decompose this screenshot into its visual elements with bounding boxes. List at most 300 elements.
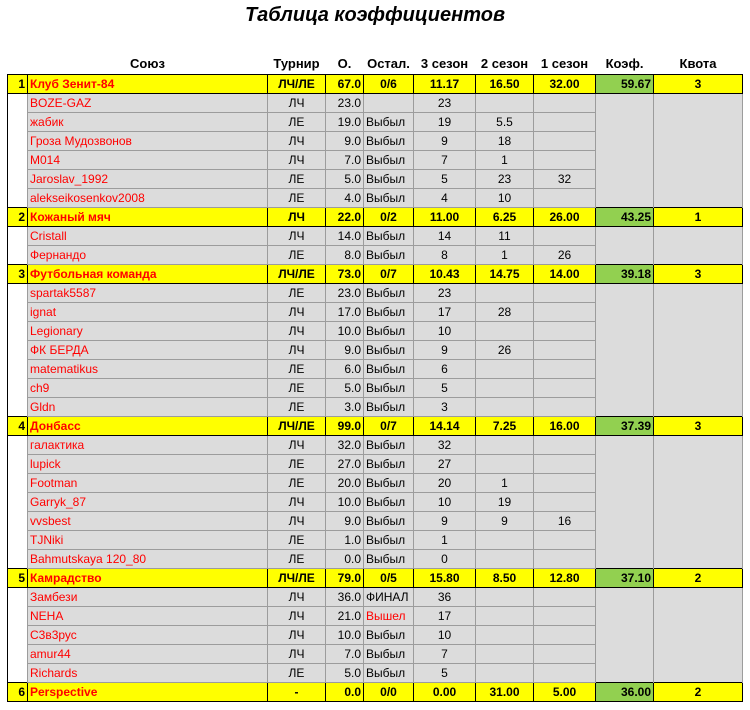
player-season1: 16 (534, 511, 596, 530)
player-name: Garryk_87 (28, 492, 268, 511)
player-quota-spacer (654, 549, 743, 568)
player-name: TJNiki (28, 530, 268, 549)
team-quota: 3 (654, 264, 743, 283)
player-points: 23.0 (326, 93, 364, 112)
player-name: amur44 (28, 644, 268, 663)
player-row[interactable] (8, 131, 743, 150)
player-row[interactable] (8, 587, 743, 606)
player-season2 (476, 359, 534, 378)
player-points: 4.0 (326, 188, 364, 207)
player-quota-spacer (654, 473, 743, 492)
player-coef-spacer (596, 473, 654, 492)
player-rank-spacer (8, 245, 28, 264)
player-status: Выбыл (364, 283, 414, 302)
player-season2 (476, 644, 534, 663)
player-season3: 23 (414, 93, 476, 112)
header-quota: Квота (654, 54, 743, 74)
team-coef: 43.25 (596, 207, 654, 226)
player-quota-spacer (654, 644, 743, 663)
header-tournament: Турнир (268, 54, 326, 74)
team-tournament: ЛЧ (268, 207, 326, 226)
player-season2: 1 (476, 473, 534, 492)
player-quota-spacer (654, 226, 743, 245)
player-tournament: ЛЧ (268, 131, 326, 150)
team-season3: 15.80 (414, 568, 476, 587)
team-points: 0.0 (326, 682, 364, 701)
player-status: ФИНАЛ (364, 587, 414, 606)
player-season1 (534, 150, 596, 169)
player-rank-spacer (8, 359, 28, 378)
player-season2: 19 (476, 492, 534, 511)
player-season1 (534, 112, 596, 131)
player-name: Cristall (28, 226, 268, 245)
team-left: 0/0 (364, 682, 414, 701)
team-season3: 11.17 (414, 74, 476, 93)
player-season1 (534, 340, 596, 359)
player-season1: 26 (534, 245, 596, 264)
player-tournament: ЛЧ (268, 435, 326, 454)
player-rank-spacer (8, 188, 28, 207)
player-season1 (534, 473, 596, 492)
team-row[interactable] (8, 74, 743, 93)
player-row[interactable] (8, 606, 743, 625)
player-status: Выбыл (364, 530, 414, 549)
team-quota: 3 (654, 74, 743, 93)
player-quota-spacer (654, 511, 743, 530)
team-points: 99.0 (326, 416, 364, 435)
team-name: Донбасс (28, 416, 268, 435)
player-tournament: ЛЕ (268, 530, 326, 549)
player-season1: 32 (534, 169, 596, 188)
team-season1: 16.00 (534, 416, 596, 435)
team-name: Клуб Зенит-84 (28, 74, 268, 93)
team-points: 22.0 (326, 207, 364, 226)
player-season1 (534, 549, 596, 568)
player-coef-spacer (596, 397, 654, 416)
player-season1 (534, 492, 596, 511)
player-season1 (534, 378, 596, 397)
player-row[interactable] (8, 226, 743, 245)
player-points: 23.0 (326, 283, 364, 302)
team-rank: 5 (8, 568, 28, 587)
team-points: 67.0 (326, 74, 364, 93)
player-quota-spacer (654, 625, 743, 644)
player-row[interactable] (8, 302, 743, 321)
player-quota-spacer (654, 435, 743, 454)
player-status: Выбыл (364, 226, 414, 245)
player-season3: 32 (414, 435, 476, 454)
header-union: Союз (28, 54, 268, 74)
player-season2: 5.5 (476, 112, 534, 131)
player-quota-spacer (654, 188, 743, 207)
player-coef-spacer (596, 226, 654, 245)
player-row[interactable] (8, 283, 743, 302)
player-tournament: ЛЧ (268, 587, 326, 606)
player-row[interactable] (8, 150, 743, 169)
player-rank-spacer (8, 454, 28, 473)
player-quota-spacer (654, 587, 743, 606)
player-season3: 9 (414, 131, 476, 150)
player-name: alekseikosenkov2008 (28, 188, 268, 207)
player-name: lupick (28, 454, 268, 473)
player-coef-spacer (596, 492, 654, 511)
player-status: Вышел (364, 606, 414, 625)
player-row[interactable] (8, 397, 743, 416)
player-row[interactable] (8, 188, 743, 207)
player-rank-spacer (8, 492, 28, 511)
player-quota-spacer (654, 606, 743, 625)
player-points: 9.0 (326, 131, 364, 150)
team-name: Perspective (28, 682, 268, 701)
player-rank-spacer (8, 606, 28, 625)
player-status: Выбыл (364, 359, 414, 378)
player-row[interactable] (8, 625, 743, 644)
player-season2: 9 (476, 511, 534, 530)
team-season3: 10.43 (414, 264, 476, 283)
player-season1 (534, 321, 596, 340)
player-coef-spacer (596, 378, 654, 397)
team-points: 73.0 (326, 264, 364, 283)
player-row[interactable] (8, 454, 743, 473)
player-coef-spacer (596, 454, 654, 473)
team-coef: 59.67 (596, 74, 654, 93)
player-name: Footman (28, 473, 268, 492)
player-season2: 1 (476, 245, 534, 264)
player-rank-spacer (8, 226, 28, 245)
player-quota-spacer (654, 397, 743, 416)
player-points: 36.0 (326, 587, 364, 606)
player-status: Выбыл (364, 245, 414, 264)
player-coef-spacer (596, 321, 654, 340)
header-season1: 1 сезон (534, 54, 596, 74)
player-coef-spacer (596, 549, 654, 568)
player-name: ignat (28, 302, 268, 321)
player-tournament: ЛЧ (268, 321, 326, 340)
player-tournament: ЛЧ (268, 226, 326, 245)
team-row[interactable] (8, 568, 743, 587)
player-rank-spacer (8, 587, 28, 606)
player-name: жабик (28, 112, 268, 131)
player-season1 (534, 587, 596, 606)
player-season3: 20 (414, 473, 476, 492)
player-points: 5.0 (326, 378, 364, 397)
player-tournament: ЛЕ (268, 397, 326, 416)
team-name: Футбольная команда (28, 264, 268, 283)
player-tournament: ЛЧ (268, 606, 326, 625)
player-season3: 5 (414, 378, 476, 397)
header-row (8, 54, 743, 74)
player-points: 1.0 (326, 530, 364, 549)
player-tournament: ЛЧ (268, 492, 326, 511)
team-row[interactable] (8, 416, 743, 435)
player-season2: 11 (476, 226, 534, 245)
player-name: vvsbest (28, 511, 268, 530)
player-season3: 9 (414, 340, 476, 359)
player-tournament: ЛЧ (268, 340, 326, 359)
player-quota-spacer (654, 454, 743, 473)
player-rank-spacer (8, 169, 28, 188)
player-points: 5.0 (326, 169, 364, 188)
player-tournament: ЛЕ (268, 359, 326, 378)
player-status: Выбыл (364, 644, 414, 663)
player-coef-spacer (596, 625, 654, 644)
player-points: 10.0 (326, 492, 364, 511)
player-season2 (476, 606, 534, 625)
player-rank-spacer (8, 663, 28, 682)
player-tournament: ЛЕ (268, 283, 326, 302)
player-status: Выбыл (364, 549, 414, 568)
header-coef: Коэф. (596, 54, 654, 74)
player-tournament: ЛЧ (268, 150, 326, 169)
player-status: Выбыл (364, 321, 414, 340)
player-season1 (534, 226, 596, 245)
player-season3: 7 (414, 150, 476, 169)
team-left: 0/7 (364, 264, 414, 283)
player-rank-spacer (8, 340, 28, 359)
player-rank-spacer (8, 131, 28, 150)
header-season3: 3 сезон (414, 54, 476, 74)
player-name: Legionary (28, 321, 268, 340)
player-rank-spacer (8, 93, 28, 112)
player-name: matematikus (28, 359, 268, 378)
player-coef-spacer (596, 283, 654, 302)
player-points: 9.0 (326, 340, 364, 359)
player-season1 (534, 663, 596, 682)
player-season2: 23 (476, 169, 534, 188)
player-tournament: ЛЧ (268, 302, 326, 321)
player-row[interactable] (8, 340, 743, 359)
player-season3: 10 (414, 321, 476, 340)
player-rank-spacer (8, 435, 28, 454)
team-quota: 2 (654, 568, 743, 587)
player-rank-spacer (8, 302, 28, 321)
player-quota-spacer (654, 131, 743, 150)
player-season2: 1 (476, 150, 534, 169)
coefficient-table (7, 54, 743, 702)
player-season3: 17 (414, 302, 476, 321)
player-row[interactable] (8, 359, 743, 378)
player-status: Выбыл (364, 492, 414, 511)
player-season1 (534, 93, 596, 112)
player-season3: 14 (414, 226, 476, 245)
player-quota-spacer (654, 321, 743, 340)
team-row[interactable] (8, 264, 743, 283)
player-row[interactable] (8, 435, 743, 454)
player-points: 8.0 (326, 245, 364, 264)
player-row[interactable] (8, 644, 743, 663)
player-rank-spacer (8, 473, 28, 492)
player-name: галактика (28, 435, 268, 454)
player-tournament: ЛЕ (268, 169, 326, 188)
player-row[interactable] (8, 378, 743, 397)
team-season1: 12.80 (534, 568, 596, 587)
player-rank-spacer (8, 644, 28, 663)
player-season3: 10 (414, 492, 476, 511)
team-row[interactable] (8, 207, 743, 226)
team-season1: 32.00 (534, 74, 596, 93)
player-points: 7.0 (326, 150, 364, 169)
player-status: Выбыл (364, 112, 414, 131)
player-row[interactable] (8, 549, 743, 568)
player-rank-spacer (8, 112, 28, 131)
team-tournament: ЛЧ/ЛЕ (268, 416, 326, 435)
player-name: Гроза Мудозвонов (28, 131, 268, 150)
player-season2 (476, 397, 534, 416)
player-tournament: ЛЕ (268, 549, 326, 568)
player-row[interactable] (8, 530, 743, 549)
team-left: 0/5 (364, 568, 414, 587)
player-rank-spacer (8, 511, 28, 530)
player-quota-spacer (654, 378, 743, 397)
player-coef-spacer (596, 245, 654, 264)
player-row[interactable] (8, 511, 743, 530)
player-quota-spacer (654, 283, 743, 302)
player-status: Выбыл (364, 473, 414, 492)
player-season3: 5 (414, 663, 476, 682)
player-name: C3в3рус (28, 625, 268, 644)
player-season1 (534, 302, 596, 321)
team-quota: 2 (654, 682, 743, 701)
player-rank-spacer (8, 625, 28, 644)
player-season3: 1 (414, 530, 476, 549)
player-points: 17.0 (326, 302, 364, 321)
player-season2 (476, 378, 534, 397)
player-status: Выбыл (364, 454, 414, 473)
player-coef-spacer (596, 663, 654, 682)
player-name: NEHA (28, 606, 268, 625)
player-points: 10.0 (326, 625, 364, 644)
player-coef-spacer (596, 131, 654, 150)
player-row[interactable] (8, 321, 743, 340)
player-season1 (534, 435, 596, 454)
player-row[interactable] (8, 169, 743, 188)
player-quota-spacer (654, 663, 743, 682)
team-season3: 0.00 (414, 682, 476, 701)
player-season1 (534, 131, 596, 150)
player-name: M014 (28, 150, 268, 169)
player-name: Bahmutskaya 120_80 (28, 549, 268, 568)
player-season1 (534, 625, 596, 644)
team-season3: 14.14 (414, 416, 476, 435)
player-name: Фернандо (28, 245, 268, 264)
player-tournament: ЛЕ (268, 245, 326, 264)
player-coef-spacer (596, 530, 654, 549)
player-status: Выбыл (364, 169, 414, 188)
player-coef-spacer (596, 511, 654, 530)
player-quota-spacer (654, 492, 743, 511)
player-season2 (476, 93, 534, 112)
player-row[interactable] (8, 245, 743, 264)
player-quota-spacer (654, 340, 743, 359)
player-rank-spacer (8, 530, 28, 549)
team-row[interactable] (8, 682, 743, 701)
player-status: Выбыл (364, 625, 414, 644)
player-season1 (534, 283, 596, 302)
player-season3: 27 (414, 454, 476, 473)
player-season3: 5 (414, 169, 476, 188)
player-points: 27.0 (326, 454, 364, 473)
player-status: Выбыл (364, 150, 414, 169)
player-season2 (476, 530, 534, 549)
header-rank (8, 54, 28, 74)
player-season3: 7 (414, 644, 476, 663)
player-quota-spacer (654, 150, 743, 169)
player-quota-spacer (654, 169, 743, 188)
player-rank-spacer (8, 321, 28, 340)
player-season3: 8 (414, 245, 476, 264)
player-season2 (476, 435, 534, 454)
player-coef-spacer (596, 188, 654, 207)
team-season2: 16.50 (476, 74, 534, 93)
player-tournament: ЛЧ (268, 511, 326, 530)
player-coef-spacer (596, 302, 654, 321)
player-status: Выбыл (364, 302, 414, 321)
player-coef-spacer (596, 93, 654, 112)
team-left: 0/2 (364, 207, 414, 226)
player-season2: 10 (476, 188, 534, 207)
page-title: Таблица коэффициентов (244, 4, 506, 26)
player-points: 9.0 (326, 511, 364, 530)
player-name: ФК БЕРДА (28, 340, 268, 359)
player-status (364, 93, 414, 112)
player-row[interactable] (8, 112, 743, 131)
player-season3: 6 (414, 359, 476, 378)
player-tournament: ЛЕ (268, 378, 326, 397)
player-row[interactable] (8, 663, 743, 682)
player-points: 0.0 (326, 549, 364, 568)
player-points: 5.0 (326, 663, 364, 682)
team-quota: 1 (654, 207, 743, 226)
player-coef-spacer (596, 340, 654, 359)
player-points: 32.0 (326, 435, 364, 454)
player-coef-spacer (596, 644, 654, 663)
team-tournament: ЛЧ/ЛЕ (268, 264, 326, 283)
player-tournament: ЛЕ (268, 188, 326, 207)
player-row[interactable] (8, 492, 743, 511)
player-row[interactable] (8, 473, 743, 492)
team-rank: 4 (8, 416, 28, 435)
player-quota-spacer (654, 359, 743, 378)
team-tournament: ЛЧ/ЛЕ (268, 74, 326, 93)
player-rank-spacer (8, 378, 28, 397)
header-points: О. (326, 54, 364, 74)
player-tournament: ЛЧ (268, 644, 326, 663)
player-season3: 0 (414, 549, 476, 568)
player-season3: 3 (414, 397, 476, 416)
player-season2: 28 (476, 302, 534, 321)
player-season1 (534, 454, 596, 473)
team-name: Камрадство (28, 568, 268, 587)
team-left: 0/7 (364, 416, 414, 435)
player-season2 (476, 625, 534, 644)
player-coef-spacer (596, 587, 654, 606)
player-row[interactable] (8, 93, 743, 112)
team-season2: 8.50 (476, 568, 534, 587)
player-status: Выбыл (364, 340, 414, 359)
player-season2 (476, 283, 534, 302)
team-rank: 1 (8, 74, 28, 93)
player-name: Gldn (28, 397, 268, 416)
player-status: Выбыл (364, 511, 414, 530)
player-season3: 19 (414, 112, 476, 131)
player-status: Выбыл (364, 435, 414, 454)
team-coef: 39.18 (596, 264, 654, 283)
player-season1 (534, 359, 596, 378)
player-rank-spacer (8, 283, 28, 302)
header-left: Остал. (364, 54, 414, 74)
player-season3: 17 (414, 606, 476, 625)
team-season2: 6.25 (476, 207, 534, 226)
